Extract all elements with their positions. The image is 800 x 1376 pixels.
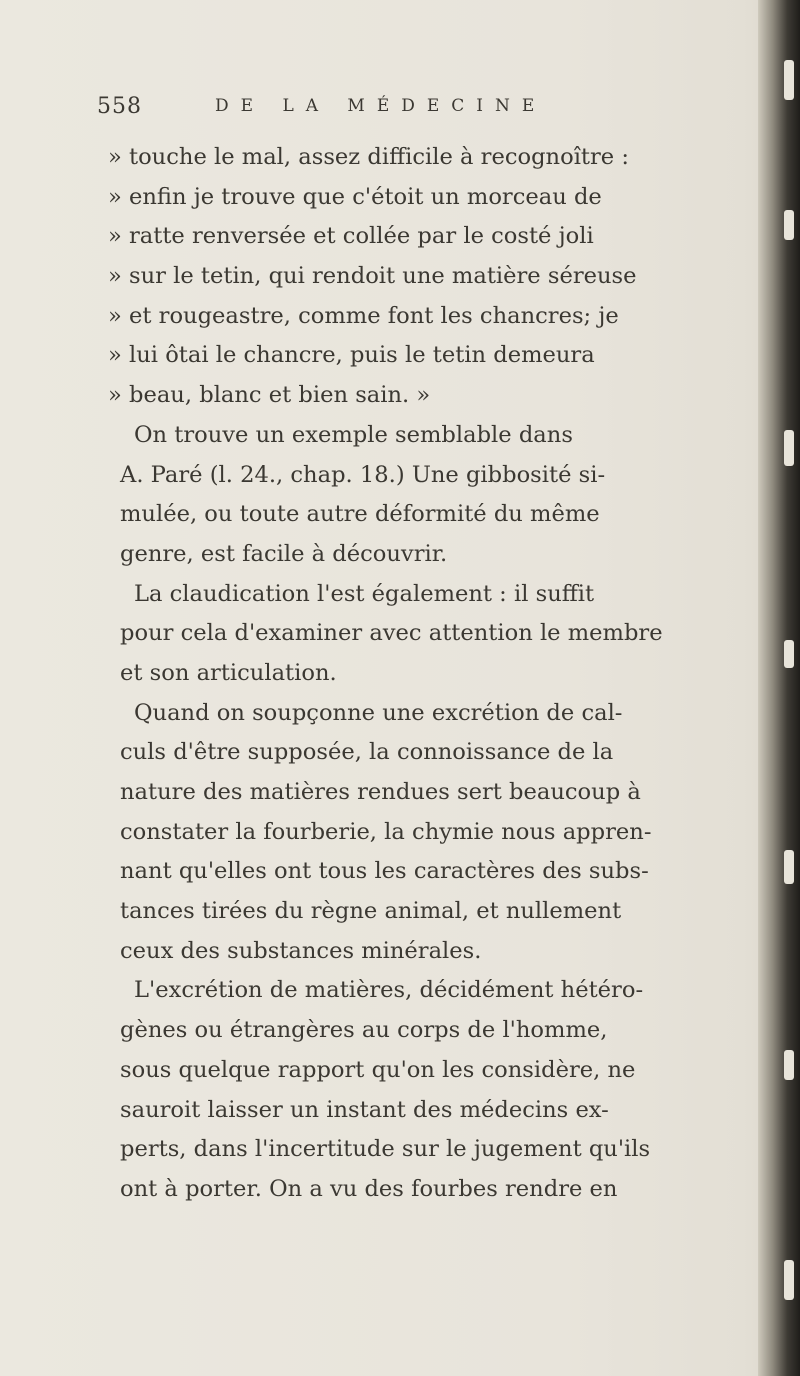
page-edge-shadow	[758, 0, 800, 1376]
edge-mark	[784, 1260, 794, 1300]
text-line: tances tirées du règne animal, et nullement	[120, 898, 622, 925]
body-text	[108, 138, 756, 1210]
page-number: 558	[97, 94, 142, 119]
paragraph-start: La claudication l'est également : il suffit	[134, 580, 595, 607]
text-line: pour cela d'examiner avec attention le membre	[120, 620, 663, 647]
page-header	[97, 94, 747, 124]
edge-mark	[784, 640, 794, 668]
text-line: A. Paré (l. 24., chap. 18.) Une gibbosité si-	[120, 461, 606, 488]
text-line: » enfin je trouve que c'étoit un morceau de	[108, 183, 602, 210]
edge-mark	[784, 60, 794, 100]
paragraph-start: Quand on soupçonne une excrétion de cal-	[134, 699, 623, 726]
text-line: culs d'être supposée, la connoissance de la	[120, 739, 614, 766]
text-line: nant qu'elles ont tous les caractères des subs-	[120, 858, 649, 885]
text-line: » lui ôtai le chancre, puis le tetin demeura	[108, 342, 595, 369]
text-line: nature des matières rendues sert beaucoup à	[120, 779, 641, 805]
text-line: constater la fourberie, la chymie nous appren-	[120, 818, 652, 845]
edge-mark	[784, 210, 794, 240]
text-line: » et rougeastre, comme font les chancres; je	[108, 302, 619, 329]
text-line: » sur le tetin, qui rendoit une matière séreuse	[108, 263, 637, 290]
text-line: et son articulation.	[120, 659, 337, 686]
text-line: » beau, blanc et bien sain. »	[108, 382, 431, 409]
text-line: genre, est facile à découvrir.	[120, 540, 448, 567]
paragraph-start: L'excrétion de matières, décidément hétéro-	[134, 977, 644, 1004]
text-line: ceux des substances minérales.	[120, 937, 482, 964]
text-line: gènes ou étrangères au corps de l'homme,	[120, 1017, 608, 1044]
text-line: ont à porter. On a vu des fourbes rendre en	[120, 1175, 618, 1202]
edge-mark	[784, 850, 794, 884]
text-line: » touche le mal, assez difficile à recognoître :	[108, 144, 629, 170]
edge-mark	[784, 430, 794, 466]
text-line: » ratte renversée et collée par le costé joli	[108, 223, 594, 250]
edge-mark	[784, 1050, 794, 1080]
text-line: sauroit laisser un instant des médecins ex-	[120, 1096, 609, 1123]
paragraph-start: On trouve un exemple semblable dans	[134, 421, 573, 448]
text-line: mulée, ou toute autre déformité du même	[120, 501, 600, 528]
text-line: perts, dans l'incertitude sur le jugement qu'ils	[120, 1136, 651, 1163]
text-line: sous quelque rapport qu'on les considère, ne	[120, 1056, 636, 1083]
running-title: DE LA MÉDECINE	[215, 96, 547, 116]
